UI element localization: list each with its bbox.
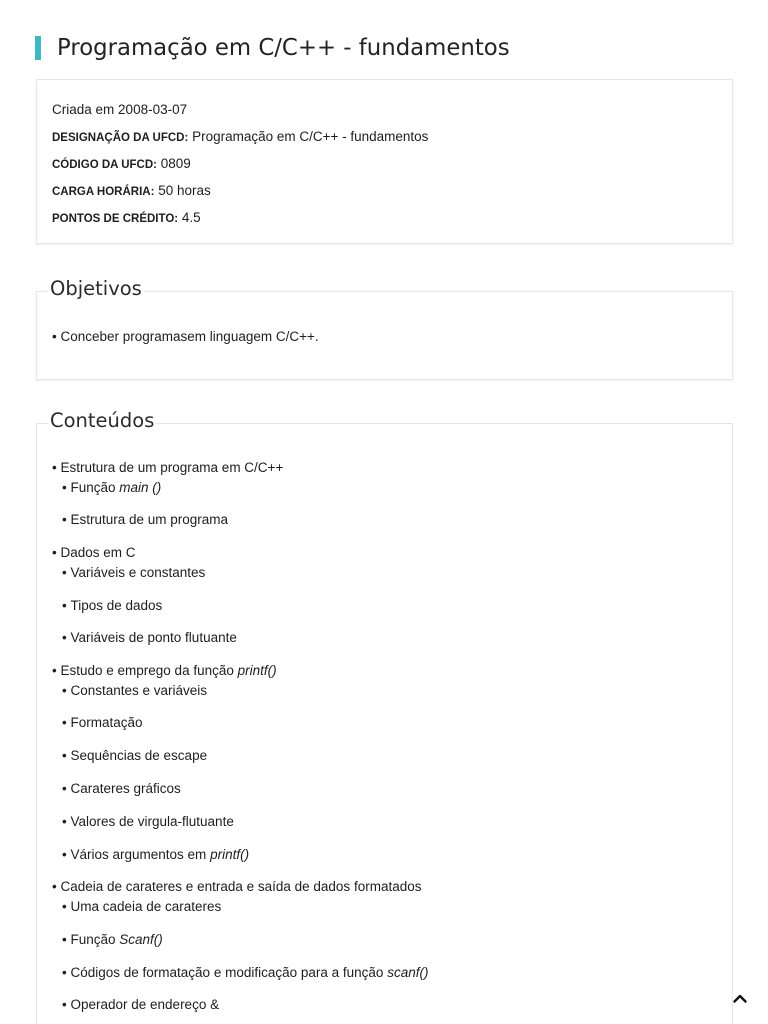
subtopic-list: [52, 478, 717, 530]
subtopic-item: • Valores de virgula-flutuante: [62, 812, 717, 832]
info-card: [36, 79, 733, 244]
page-title: Programação em C/C++ - fundamentos: [57, 35, 510, 61]
field-value: 4.5: [181, 210, 201, 225]
subtopic-item: • Operador de endereço &: [62, 995, 717, 1015]
topic-label: • Estrutura de um programa em C/C++: [52, 458, 717, 478]
field-value: 0809: [160, 156, 191, 171]
subtopic-item: • Sequências de escape: [62, 746, 717, 766]
topic-item: [52, 543, 717, 648]
chevron-up-icon: [728, 987, 752, 1011]
subtopic-item: [62, 963, 717, 983]
subtopic-list: [52, 897, 717, 1015]
subtopic-label: Códigos de formatação e modificação para a função: [70, 964, 384, 980]
field-label: PONTOS DE CRÉDITO:: [52, 213, 179, 225]
subtopic-function-name: scanf(): [387, 964, 429, 980]
topic-label: • Cadeia de carateres e entrada e saída de dados formatados: [52, 877, 717, 897]
subtopic-item: • Carateres gráficos: [62, 779, 717, 799]
contents-list: [52, 458, 717, 1015]
subtopic-item: • Variáveis de ponto flutuante: [62, 628, 717, 648]
subtopic-label: Função: [70, 931, 116, 947]
scroll-to-top-button[interactable]: [728, 987, 752, 1011]
subtopic-label: Função: [70, 479, 116, 495]
topic-item: [52, 661, 717, 864]
field-value: Programação em C/C++ - fundamentos: [192, 129, 429, 144]
field-label: CÓDIGO DA UFCD:: [52, 159, 157, 171]
topic-function-name: printf(): [237, 663, 277, 679]
contents-heading: Conteúdos: [50, 409, 155, 432]
contents-section: [36, 409, 733, 1024]
created-label: Criada em: [52, 102, 115, 117]
title-accent-bar: [35, 36, 41, 60]
subtopic-label: Vários argumentos em: [70, 846, 207, 862]
subtopic-item: [62, 478, 717, 498]
topic-item: [52, 458, 717, 530]
objectives-heading: Objetivos: [50, 277, 142, 300]
field-code: [52, 154, 717, 174]
subtopic-item: • Tipos de dados: [62, 596, 717, 616]
objectives-list: [52, 327, 717, 347]
subtopic-function-name: printf(): [210, 846, 250, 862]
subtopic-item: • Uma cadeia de carateres: [62, 897, 717, 917]
field-designation: [52, 127, 717, 147]
field-label: DESIGNAÇÃO DA UFCD:: [52, 132, 189, 144]
topic-label: • Dados em C: [52, 543, 717, 563]
subtopic-item: • Formatação: [62, 713, 717, 733]
subtopic-item: • Constantes e variáveis: [62, 681, 717, 701]
subtopic-list: [52, 681, 717, 865]
topic-row: [52, 661, 717, 681]
field-label: CARGA HORÁRIA:: [52, 186, 155, 198]
subtopic-item: • Estrutura de um programa: [62, 510, 717, 530]
topic-label: Estudo e emprego da função: [60, 663, 234, 679]
topic-item: [52, 877, 717, 1015]
field-credits: [52, 208, 717, 228]
objective-item: • Conceber programasem linguagem C/C++.: [52, 327, 717, 347]
subtopic-function-name: main (): [119, 479, 162, 495]
subtopic-function-name: Scanf(): [119, 931, 163, 947]
field-value: 50 horas: [158, 183, 211, 198]
subtopic-item: [62, 845, 717, 865]
created-line: [52, 100, 717, 120]
subtopic-item: • Variáveis e constantes: [62, 563, 717, 583]
objectives-section: [36, 277, 733, 380]
subtopic-item: [62, 930, 717, 950]
created-date: 2008-03-07: [118, 102, 188, 117]
subtopic-list: [52, 563, 717, 648]
field-hours: [52, 181, 717, 201]
